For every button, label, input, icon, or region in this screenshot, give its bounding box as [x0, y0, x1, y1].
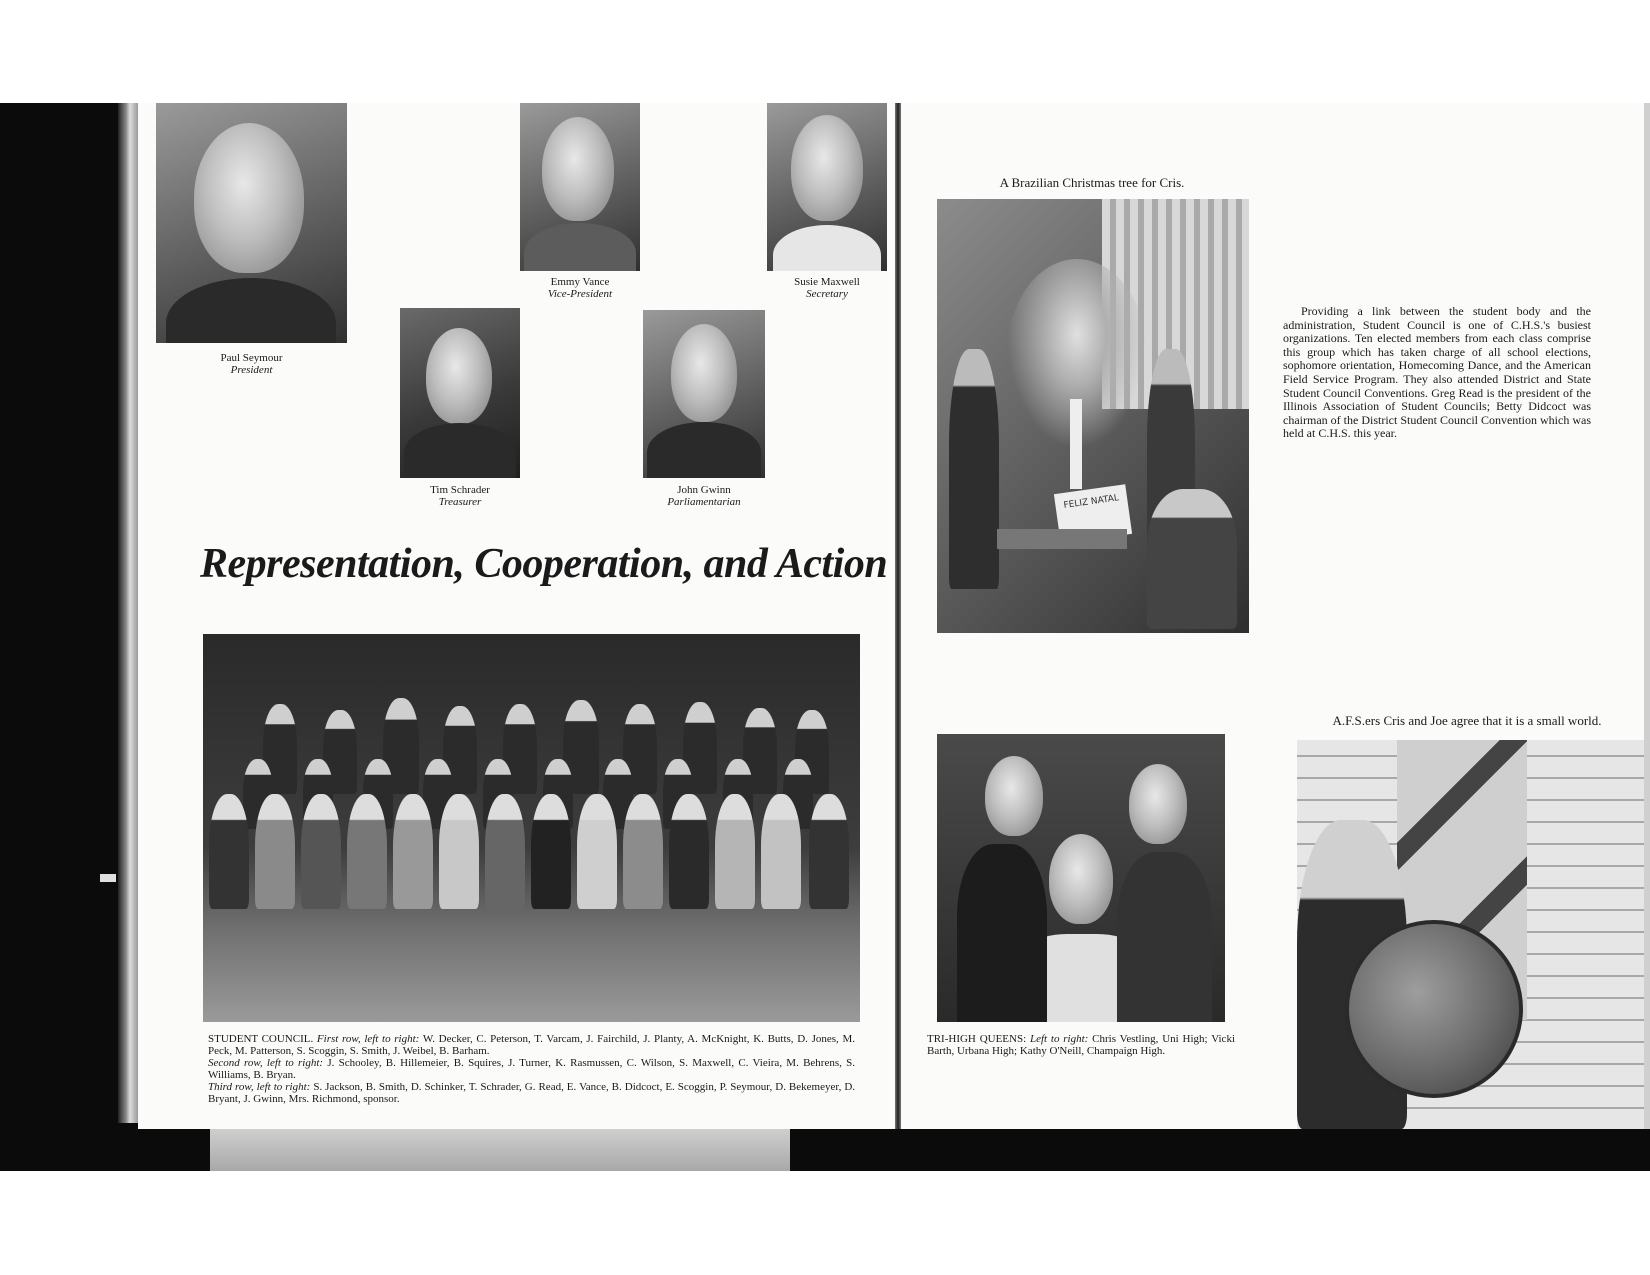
- page-tab-marker: [100, 874, 116, 882]
- officer-role: President: [230, 364, 273, 376]
- student-council-caption: [208, 1033, 855, 1105]
- queens-caption-names: Chris Vestling, Uni High; Vicki Barth, Urbana High; Kathy O'Neill, Champaign High.: [927, 1033, 1235, 1057]
- portrait-face: [194, 123, 304, 273]
- portrait-shoulders: [166, 278, 336, 343]
- queens-caption-lead: TRI-HIGH QUEENS:: [927, 1033, 1027, 1045]
- caption-lead: STUDENT COUNCIL.: [208, 1033, 314, 1045]
- tri-high-queens-caption: [927, 1033, 1235, 1057]
- officer-name: Susie Maxwell: [794, 276, 860, 288]
- caption-row1-names: W. Decker, C. Peterson, T. Varcam, J. Fairchild, J. Planty, A. McKnight, K. Butts, D. Jones, M. Peck, M. Patterson, S. Scoggin, S. Smith, J. Weibel, B. Barham.: [208, 1033, 856, 1057]
- queens-caption-label: Left to right:: [1029, 1033, 1089, 1045]
- queen-left-dress: [957, 844, 1047, 1022]
- caption-row1-label: First row, left to right:: [316, 1033, 420, 1045]
- student-figure: [209, 794, 249, 909]
- portrait-paul-seymour: [156, 103, 347, 343]
- feliz-natal-text: FELIZ NATAL: [1063, 493, 1120, 511]
- table: [997, 529, 1127, 549]
- caption-tim-schrader: [390, 484, 530, 508]
- caption-row2-names: J. Schooley, B. Hillemeier, B. Squires, J. Turner, K. Rasmussen, C. Wilson, S. Maxwell, C. Vieira, M. Behrens, S. Williams, B. Bryan.: [208, 1057, 855, 1081]
- portrait-emmy-vance: [520, 103, 640, 271]
- officer-role: Secretary: [806, 288, 848, 300]
- officer-name: Paul Seymour: [220, 352, 283, 364]
- student-figure: [577, 794, 617, 909]
- caption-emmy-vance: [510, 276, 650, 300]
- afs-globe-photo: [1297, 740, 1644, 1129]
- portrait-tim-schrader: [400, 308, 520, 478]
- page-bottom-strip: [210, 1129, 790, 1171]
- student-figure: [347, 794, 387, 909]
- officer-role: Treasurer: [438, 496, 482, 508]
- portrait-face: [542, 117, 614, 221]
- student-seated: [1147, 489, 1237, 629]
- portrait-face: [791, 115, 863, 221]
- portrait-susie-maxwell: [767, 103, 887, 271]
- officer-name: John Gwinn: [677, 484, 731, 496]
- student-figure: [393, 794, 433, 909]
- caption-paul-seymour: [156, 352, 347, 376]
- portrait-shoulders: [524, 223, 636, 271]
- caption-row3-label: Third row, left to right:: [208, 1081, 311, 1093]
- caption-susie-maxwell: [757, 276, 897, 300]
- officer-name: Emmy Vance: [550, 276, 610, 288]
- student-figure: [761, 794, 801, 909]
- globe-photo-caption: A.F.S.ers Cris and Joe agree that it is a small world.: [1332, 713, 1602, 728]
- officer-role: Parliamentarian: [667, 496, 741, 508]
- student-figure: [301, 794, 341, 909]
- book-spine-left: [118, 103, 138, 1123]
- student-figure: [623, 794, 663, 909]
- queen-right-face: [1129, 764, 1187, 844]
- caption-row2-label: Second row, left to right:: [208, 1057, 324, 1069]
- front-row: [203, 794, 860, 914]
- student-figure: [809, 794, 849, 909]
- tri-high-queens-photo: [937, 734, 1225, 1022]
- caption-john-gwinn: [633, 484, 775, 508]
- portrait-john-gwinn: [643, 310, 765, 478]
- queen-left-face: [985, 756, 1043, 836]
- student-council-group-photo: [203, 634, 860, 1022]
- student-figure: [669, 794, 709, 909]
- queen-center-face: [1049, 834, 1113, 924]
- page-headline: Representation, Cooperation, and Action: [200, 541, 888, 587]
- portrait-shoulders: [773, 225, 881, 271]
- tree-photo-caption: A Brazilian Christmas tree for Cris.: [999, 175, 1185, 190]
- student-council-paragraph: Providing a link between the student body and the administration, Student Council is one of C.H.S.'s busiest organizations. Ten elected members from each class comprise this group which has taken charge of all school elections, sophomore orientation, Homecoming Dance, and the American Field Service Program. They also attended District and State Student Council Conventions. Greg Read is the president of the Illinois Association of Student Councils; Betty Didcoct was chairman of the District Student Council Convention which was held at C.H.S. this year.: [1283, 304, 1591, 441]
- portrait-face: [426, 328, 492, 424]
- portrait-face: [671, 324, 737, 422]
- christmas-tree-photo: [937, 199, 1249, 633]
- globe: [1345, 920, 1523, 1098]
- student-figure: [531, 794, 571, 909]
- student-left: [949, 349, 999, 589]
- tree-trunk: [1070, 399, 1082, 489]
- officer-name: Tim Schrader: [430, 484, 490, 496]
- caption-row3-names: S. Jackson, B. Smith, D. Schinker, T. Schrader, G. Read, E. Vance, B. Didcoct, E. Scoggin, P. Seymour, D. Bekemeyer, D. Bryant, J. Gwinn, Mrs. Richmond, sponsor.: [208, 1081, 856, 1105]
- student-figure: [255, 794, 295, 909]
- student-figure: [439, 794, 479, 909]
- queen-right-dress: [1117, 852, 1212, 1022]
- portrait-shoulders: [647, 422, 761, 478]
- right-edge-strip: [1644, 103, 1650, 1129]
- officer-role: Vice-President: [547, 288, 613, 300]
- student-figure: [485, 794, 525, 909]
- portrait-shoulders: [404, 423, 516, 478]
- student-figure: [715, 794, 755, 909]
